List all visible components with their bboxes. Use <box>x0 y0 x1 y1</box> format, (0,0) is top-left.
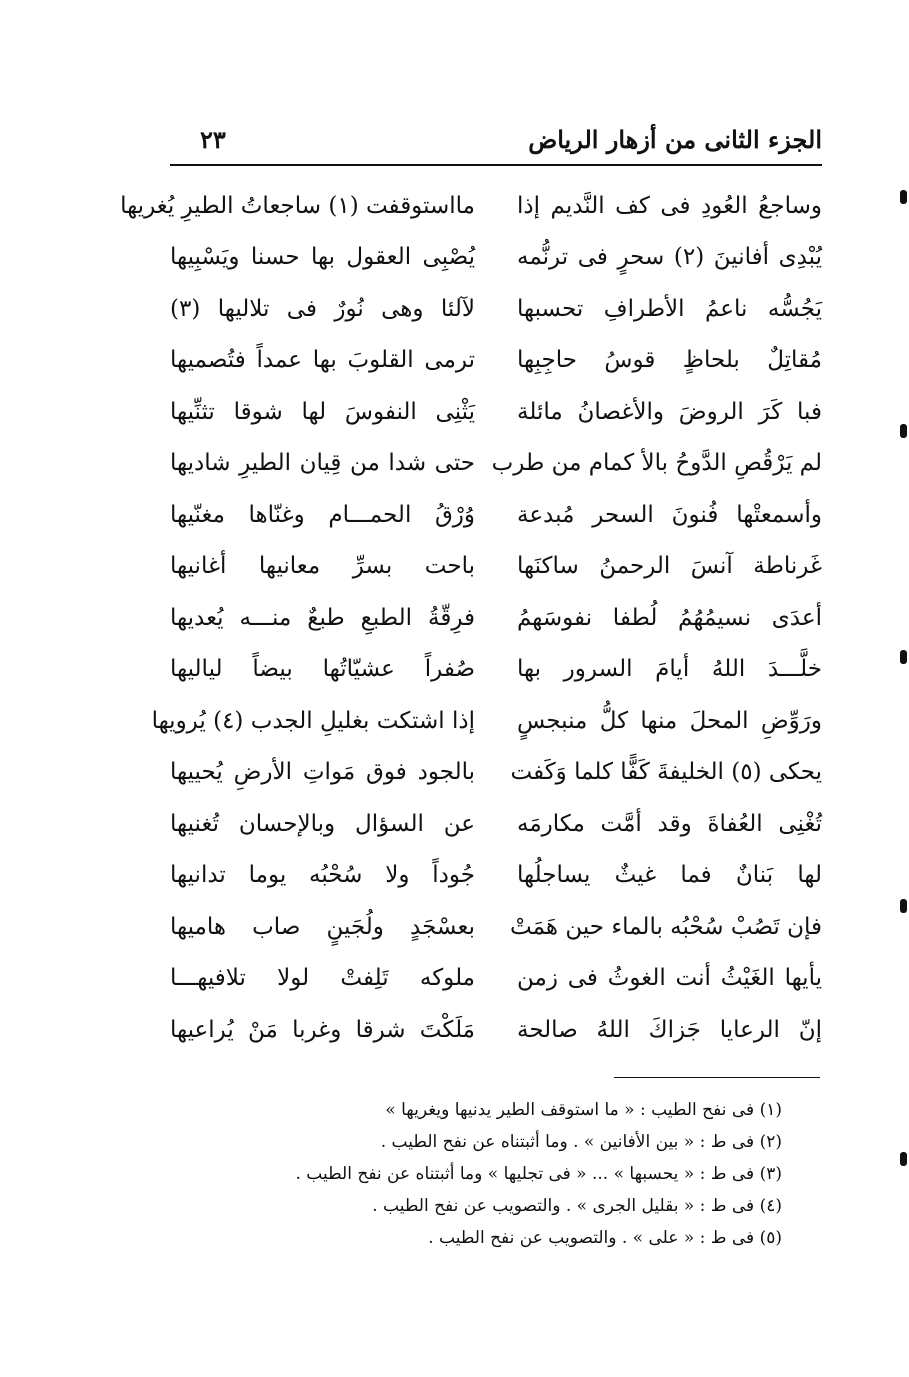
verse-line <box>170 541 822 593</box>
footnote: (١) فى نفح الطيب : « ما استوقف الطير يدنيها ويغريها » <box>385 1100 782 1120</box>
first-hemistich: يُبْدِى أفانينَ (٢) سحرٍ فى ترنُّمه <box>517 244 822 271</box>
footnote-rule <box>614 1077 820 1078</box>
first-hemistich: وساجعُ العُودِ فى كف النَّديم إذا <box>517 192 822 219</box>
verse-line <box>170 335 822 387</box>
page-number: ٢٣ <box>200 125 226 154</box>
first-hemistich: يَجُسُّه ناعمُ الأطرافِ تحسبها <box>517 295 822 322</box>
first-hemistich: يأيها الغَيْثُ أنت الغوثُ فى زمن <box>517 965 822 992</box>
second-hemistich: ترمى القلوبَ بها عمداً فتُصميها <box>170 347 475 374</box>
first-hemistich: إنّ الرعايا جَزاكَ اللهُ صالحة <box>517 1016 822 1043</box>
verse-line <box>170 592 822 644</box>
first-hemistich: لها بَنانٌ فما غيثٌ يساجلُها <box>517 862 822 889</box>
verse-line <box>170 232 822 284</box>
second-hemistich: مااستوقفت (١) ساجعاتُ الطيرِ يُغريها <box>120 192 475 219</box>
first-hemistich: مُقاتِلٌ بلحاظٍ قوسُ حاجِبِها <box>517 347 822 374</box>
verse-line <box>170 901 822 953</box>
first-hemistich: لم يَرْقُصِ الدَّوحُ بالأ كمام من طرب <box>491 450 822 477</box>
poem <box>120 180 822 1056</box>
second-hemistich: صُفراً عشيّاتُها بيضاً لياليها <box>170 656 475 683</box>
second-hemistich: باحت بسرِّ معانيها أغانيها <box>170 553 475 580</box>
second-hemistich: يُصْبِى العقول بها حسنا ويَسْبِيها <box>170 244 475 271</box>
verse-line <box>170 953 822 1005</box>
verse-line <box>170 644 822 696</box>
verse-line <box>170 386 822 438</box>
first-hemistich: غَرناطة آنسَ الرحمنُ ساكنَها <box>517 553 822 580</box>
footnote: (٢) فى ط : « بين الأفانين » . وما أثبتناه عن نفح الطيب . <box>380 1132 782 1152</box>
first-hemistich: تُغْنِى العُفاةَ وقد أمَّت مكارمَه <box>517 810 822 837</box>
verse-line <box>170 747 822 799</box>
verse-line <box>120 180 822 232</box>
second-hemistich: لآلئا وهى نُورٌ فى تلاليها (٣) <box>170 295 475 322</box>
margin-mark <box>900 190 907 204</box>
verse-line <box>170 438 822 490</box>
first-hemistich: أعدَى نسيمُهُمُ لُطفا نفوسَهمُ <box>517 604 822 631</box>
verse-line <box>170 283 822 335</box>
verse-line <box>170 1004 822 1056</box>
second-hemistich: إذا اشتكت بغليلِ الجدب (٤) يُرويها <box>151 707 475 734</box>
second-hemistich: ملوكه تَلِفتْ لولا تلافيهـــا <box>170 965 475 992</box>
second-hemistich: مَلَكْتَ شرقا وغربا مَنْ يُراعيها <box>170 1016 475 1043</box>
first-hemistich: وأسمعتْها فُنونَ السحر مُبدعة <box>517 501 822 528</box>
first-hemistich: فبا كَرَ الروضَ والأغصانُ مائلة <box>517 398 822 425</box>
footnotes <box>170 1094 782 1254</box>
verse-line <box>170 850 822 902</box>
second-hemistich: بالجود فوق مَواتِ الأرضِ يُحييها <box>170 759 475 786</box>
page-header <box>170 122 822 158</box>
margin-mark <box>900 1152 907 1166</box>
footnote: (٤) فى ط : « بقليل الجرى » . والتصويب عن نفح الطيب . <box>372 1196 782 1216</box>
second-hemistich: حتى شدا من قِيان الطيرِ شاديها <box>170 450 475 477</box>
verse-line <box>151 695 822 747</box>
margin-mark <box>900 650 907 664</box>
second-hemistich: يَثْنِى النفوسَ لها شوقا تثنِّيها <box>170 398 475 425</box>
second-hemistich: عن السؤال وبالإحسان تُغنيها <box>170 810 475 837</box>
header-rule <box>170 164 822 166</box>
running-title: الجزء الثانى من أزهار الرياض <box>528 125 822 154</box>
second-hemistich: فرِقّةُ الطبعِ طبعٌ منـــه يُعديها <box>170 604 475 631</box>
first-hemistich: خلَّـــدَ اللهُ أيامَ السرور بها <box>517 656 822 683</box>
first-hemistich: يحكى (٥) الخليفةَ كَفًّا كلما وَكَفت <box>510 759 822 786</box>
second-hemistich: بعسْجَدٍ ولُجَينٍ صاب هاميها <box>170 913 475 940</box>
second-hemistich: وُرْقُ الحمـــام وغنّاها مغنّيها <box>170 501 475 528</box>
first-hemistich: فإن تَصُبْ سُحْبُه بالماء حين هَمَتْ <box>510 913 822 940</box>
footnote: (٣) فى ط : « يحسبها » ... « فى تجليها » وما أثبتناه عن نفح الطيب . <box>295 1164 782 1184</box>
verse-line <box>170 489 822 541</box>
verse-line <box>170 798 822 850</box>
margin-mark <box>900 899 907 913</box>
footnote: (٥) فى ط : « على » . والتصويب عن نفح الطيب . <box>428 1228 782 1248</box>
second-hemistich: جُوداً ولا سُحْبُه يوما تدانيها <box>170 862 475 889</box>
margin-mark <box>900 424 907 438</box>
first-hemistich: ورَوِّضِ المحلَ منها كلُّ منبجسٍ <box>517 707 822 734</box>
